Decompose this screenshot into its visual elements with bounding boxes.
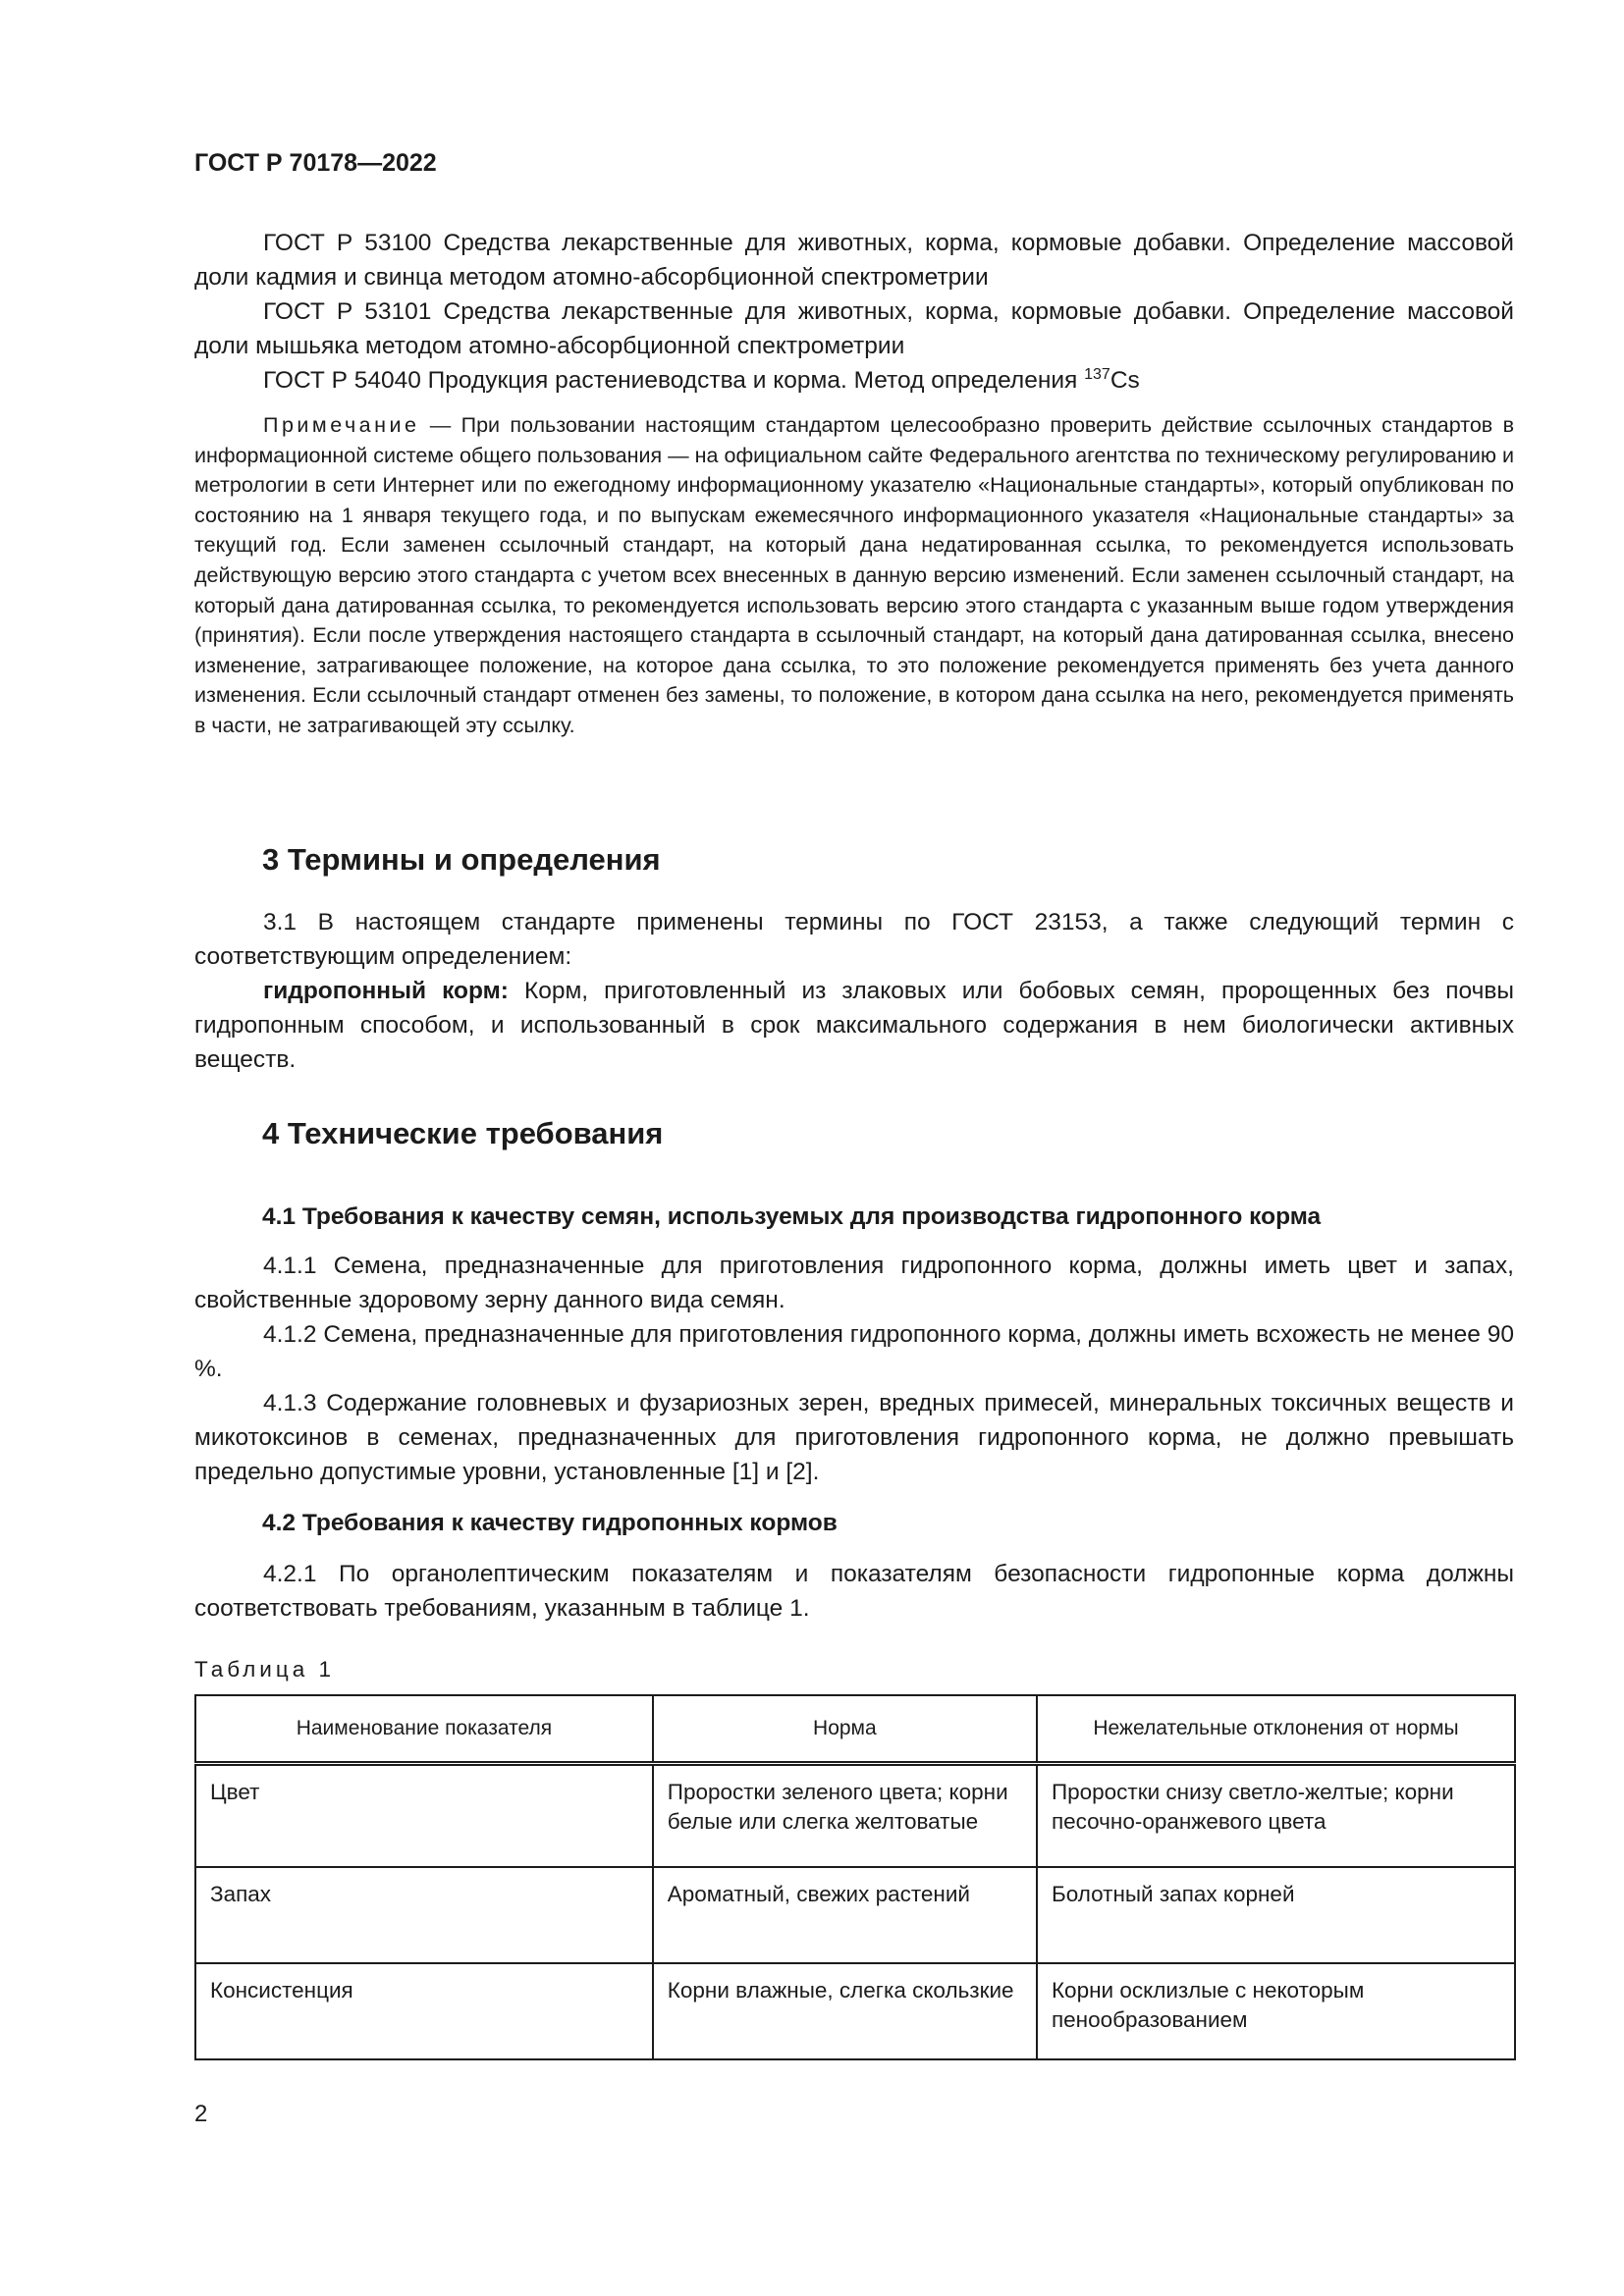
table-header-row [195, 1695, 1515, 1764]
table-cell: Цвет [195, 1764, 653, 1868]
section-3-heading: 3 Термины и определения [262, 842, 661, 877]
note-text: — При пользовании настоящим стандартом целесообразно проверить действие ссылочных стандартов в информационной системе общего пользования — на официальном сайте Федерального агентства по техническому регулированию и метрологии в сети Интернет или по ежегодному информационному указателю «Национальные стандарты», который опубликован по состоянию на 1 января текущего года, и по выпускам ежемесячного информационного указателя «Национальные стандарты» за текущий год. Если заменен ссылочный стандарт, на который дана недатированная ссылка, то рекомендуется использовать действующую версию этого стандарта с учетом всех внесенных в данную версию изменений. Если заменен ссылочный стандарт, на который дана датированная ссылка, то рекомендуется использовать версию этого стандарта с указанным выше годом утверждения (принятия). Если после утверждения настоящего стандарта в ссылочный стандарт, на который дана датированная ссылка, внесено изменение, затрагивающее положение, на которое дана ссылка, то это положение рекомендуется применять без учета данного изменения. Если ссылочный стандарт отменен без замены, то положение, в котором дана ссылка на него, рекомендуется применять в части, не затрагивающей эту ссылку. [194, 413, 1514, 737]
page-number: 2 [194, 2101, 208, 2127]
subsection-4-2-body [194, 1557, 1514, 1626]
table-cell: Проростки снизу светло-желтые; корни песочно-оранжевого цвета [1037, 1764, 1515, 1868]
paragraph-4-2-1: 4.2.1 По органолептическим показателям и показателям безопасности гидропонные корма должны соответствовать требованиям, указанным в таблице 1. [194, 1561, 1514, 1622]
requirements-table [194, 1694, 1516, 2060]
table-cell: Консистенция [195, 1963, 653, 2059]
table-header-cell: Наименование показателя [195, 1695, 653, 1764]
section-3-body [194, 905, 1514, 1077]
paragraph-4-1-2: 4.1.2 Семена, предназначенные для приготовления гидропонного корма, должны иметь всхожесть не менее 90 %. [194, 1321, 1514, 1382]
note-label: Примечание [263, 413, 420, 437]
subsection-4-1-body [194, 1249, 1514, 1489]
section-3-1-paragraph: 3.1 В настоящем стандарте применены термины по ГОСТ 23153, а также следующий термин с соответствующим определением: [194, 909, 1514, 970]
table-row [195, 1867, 1515, 1963]
table-cell: Проростки зеленого цвета; корни белые или слегка желтоватые [653, 1764, 1037, 1868]
term-definition [194, 974, 1514, 1077]
subsection-4-2-heading: 4.2 Требования к качеству гидропонных кормов [262, 1510, 838, 1536]
reference-gost-54040 [194, 363, 1514, 398]
isotope-superscript: 137 [1084, 365, 1110, 383]
reference-gost-53100: ГОСТ Р 53100 Средства лекарственные для животных, корма, кормовые добавки. Определение массовой доли кадмия и свинца методом атомно-абсорбционной спектрометрии [194, 230, 1514, 291]
table-row [195, 1963, 1515, 2059]
table-cell: Болотный запах корней [1037, 1867, 1515, 1963]
table-cell: Запах [195, 1867, 653, 1963]
table-header-cell: Норма [653, 1695, 1037, 1764]
reference-gost-54040-text: ГОСТ Р 54040 Продукция растениеводства и корма. Метод определения [263, 367, 1085, 394]
table-caption: Таблица 1 [194, 1657, 335, 1682]
paragraph-4-1-1: 4.1.1 Семена, предназначенные для приготовления гидропонного корма, должны иметь цвет и запах, свойственные здоровому зерну данного вида семян. [194, 1253, 1514, 1313]
table-cell: Корни осклизлые с некоторым пенообразованием [1037, 1963, 1515, 2059]
document-header-id: ГОСТ Р 70178—2022 [194, 149, 437, 177]
table-header-cell: Нежелательные отклонения от нормы [1037, 1695, 1515, 1764]
subsection-4-1-heading: 4.1 Требования к качеству семян, используемых для производства гидропонного корма [262, 1203, 1322, 1230]
table-cell: Ароматный, свежих растений [653, 1867, 1037, 1963]
table-cell: Корни влажные, слегка скользкие [653, 1963, 1037, 2059]
isotope-symbol: Cs [1110, 367, 1140, 394]
term-definition-text: Корм, приготовленный из злаковых или бобовых семян, пророщенных без почвы гидропонным способом, и использованный в срок максимального содержания в нем биологически активных веществ. [194, 978, 1514, 1073]
reference-gost-53101: ГОСТ Р 53101 Средства лекарственные для животных, корма, кормовые добавки. Определение массовой доли мышьяка методом атомно-абсорбционной спектрометрии [194, 298, 1514, 359]
paragraph-4-1-3: 4.1.3 Содержание головневых и фузариозных зерен, вредных примесей, минеральных токсичных веществ и микотоксинов в семенах, предназначенных для приготовления гидропонного корма, не должно превышать предельно допустимые уровни, установленные [1] и [2]. [194, 1390, 1514, 1485]
term-name: гидропонный корм: [263, 978, 509, 1004]
normative-references [194, 226, 1514, 398]
table-row [195, 1764, 1515, 1868]
note-paragraph [194, 410, 1514, 741]
section-4-heading: 4 Технические требования [262, 1116, 664, 1150]
